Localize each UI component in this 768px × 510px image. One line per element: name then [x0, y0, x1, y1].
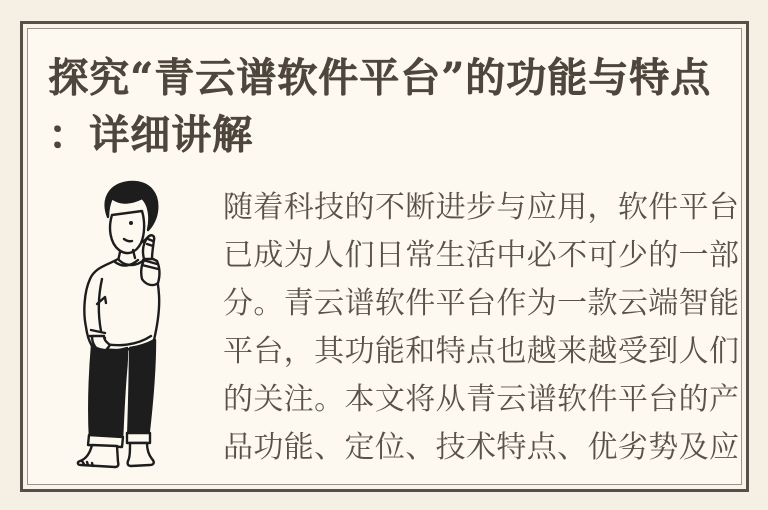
article-title-line2: ：详细讲解 [48, 111, 253, 158]
frame-border-inner [27, 28, 742, 485]
body-line-1: 随着科技的不断进步与应用，软件平台 [223, 190, 739, 225]
thinking-man-svg [64, 155, 194, 477]
body-line-4: 平台，其功能和特点也越来越受到人们 [223, 334, 739, 369]
body-line-2: 已成为人们日常生活中必不可少的一部 [223, 238, 739, 273]
article-title [48, 49, 731, 163]
body-line-3: 分。青云谱软件平台作为一款云端智能 [223, 286, 739, 321]
body-line-5: 的关注。本文将从青云谱软件平台的产 [223, 382, 739, 417]
article-title-line1: 探究“青云谱软件平台”的功能与特点 [48, 54, 712, 101]
article-body [223, 184, 739, 472]
frame-border-outer [20, 21, 749, 492]
thinking-man-illustration [64, 155, 194, 477]
body-line-6: 品功能、定位、技术特点、优劣势及应 [223, 430, 739, 465]
